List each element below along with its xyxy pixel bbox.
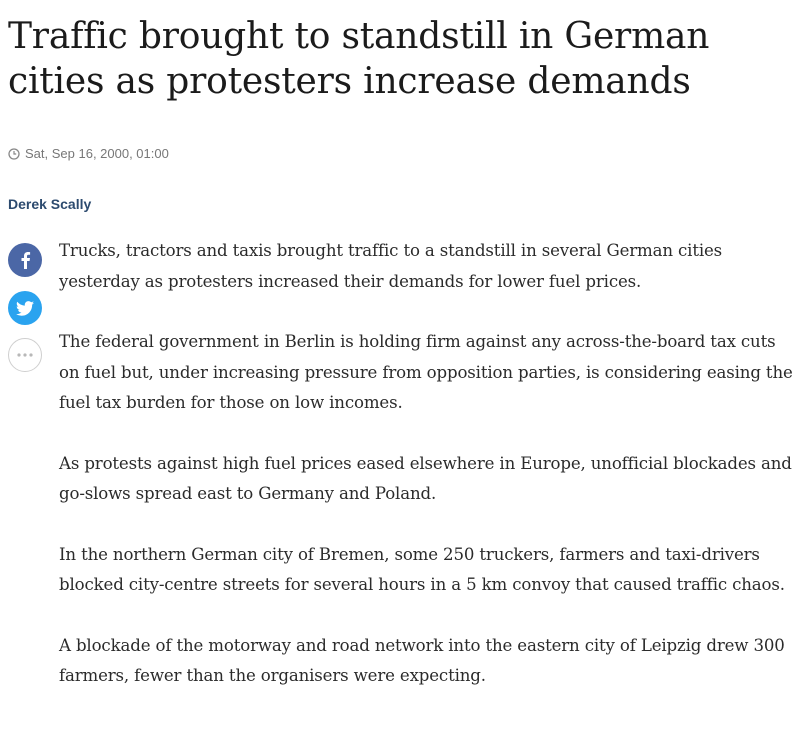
article-body: [59, 236, 794, 722]
article-meta: [8, 146, 169, 161]
facebook-share-button[interactable]: [8, 243, 42, 277]
article-paragraph: The federal government in Berlin is holding firm against any across-the-board tax cuts on fuel but, under increasing pressure from opposition parties, is considering easing the fuel tax burden for those on low incomes.: [59, 332, 793, 412]
article-paragraph: As protests against high fuel prices eased elsewhere in Europe, unofficial blockades and go-slows spread east to Germany and Poland.: [59, 453, 792, 503]
more-icon: [17, 353, 33, 357]
twitter-icon: [16, 301, 34, 316]
clock-icon: [8, 148, 20, 160]
article-paragraph: A blockade of the motorway and road network into the eastern city of Leipzig drew 300 farmers, fewer than the organisers were expecting.: [59, 635, 785, 685]
article-paragraph: Trucks, tractors and taxis brought traffic to a standstill in several German cities yesterday as protesters increased their demands for lower fuel prices.: [59, 241, 723, 291]
article-paragraph: In the northern German city of Bremen, some 250 truckers, farmers and taxi-drivers blocked city-centre streets for several hours in a 5 km convoy that caused traffic chaos.: [59, 544, 785, 594]
article-headline: Traffic brought to standstill in German cities as protesters increase demands: [8, 16, 710, 102]
facebook-icon: [18, 251, 32, 269]
more-share-button[interactable]: [8, 338, 42, 372]
author-link[interactable]: Derek Scally: [8, 196, 92, 212]
twitter-share-button[interactable]: [8, 291, 42, 325]
publish-date: Sat, Sep 16, 2000, 01:00: [25, 146, 169, 161]
